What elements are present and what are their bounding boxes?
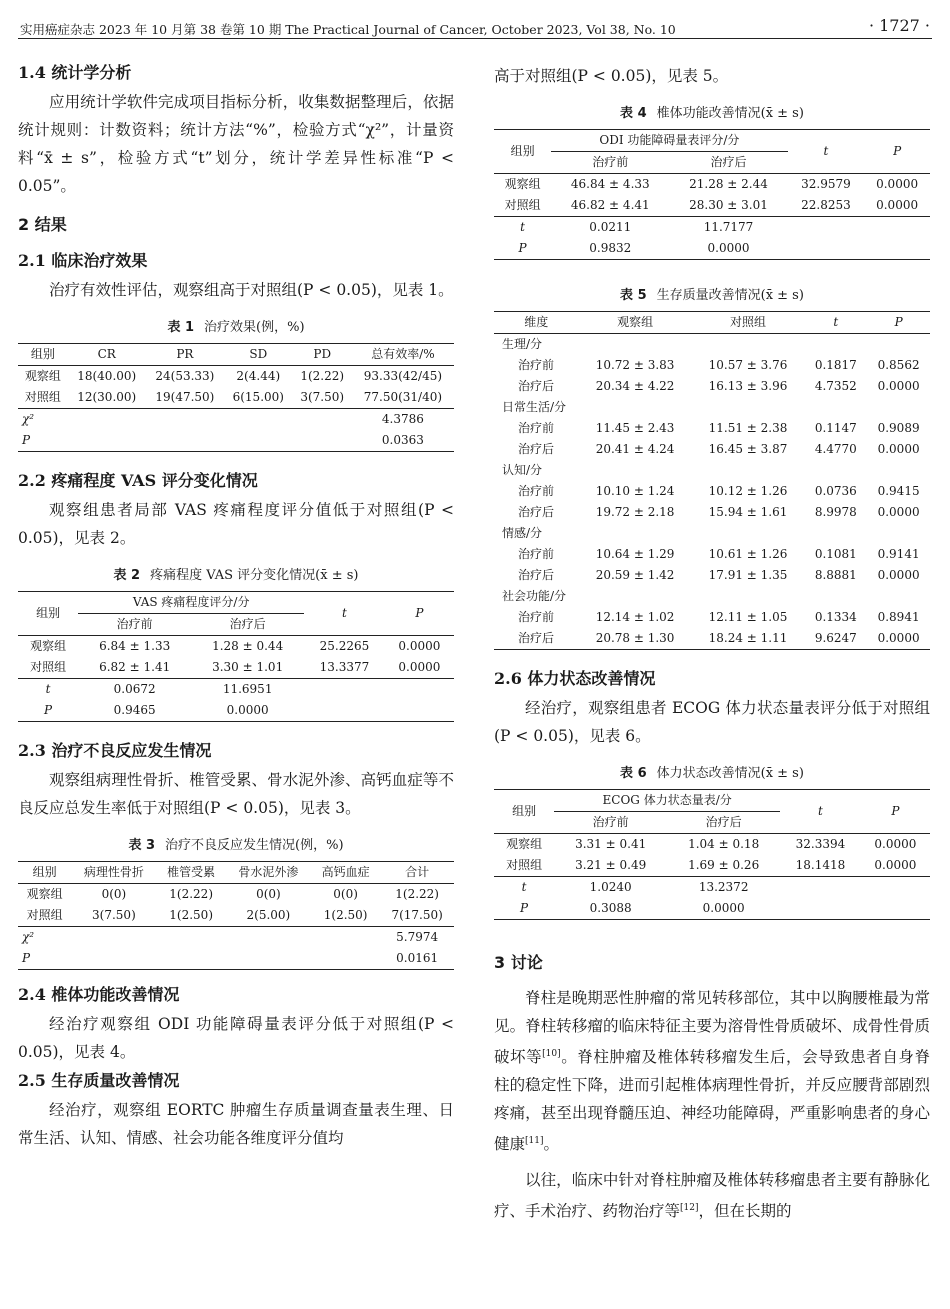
table-cell: 治疗后	[518, 568, 555, 582]
table-cell: 3(7.50)	[92, 908, 136, 922]
discussion-paragraph-2	[494, 1166, 930, 1225]
section-2-3-title: 2.3 治疗不良反应发生情况	[18, 741, 212, 760]
discussion-paragraph-1	[494, 984, 930, 1158]
table-cell: 0.0000	[874, 858, 917, 872]
table-cell: 20.59 ± 1.42	[595, 568, 675, 582]
table-cell: 12(30.00)	[77, 390, 137, 404]
table-cell: 对照组	[30, 660, 67, 674]
empty-cell	[293, 430, 352, 452]
table-3	[18, 861, 454, 970]
left-column	[18, 58, 454, 1152]
column-header: 高钙血症	[311, 862, 380, 884]
table-3-title: 治疗不良反应发生情况(例，%)	[165, 838, 344, 853]
table-cell: 观察组	[504, 177, 541, 191]
column-header-span: ECOG 体力状态量表/分	[554, 790, 780, 812]
empty-cell	[226, 948, 311, 970]
stat-value: 0.0161	[396, 951, 439, 965]
table-cell: 0.0000	[876, 198, 919, 212]
table-cell: 0.0211	[551, 217, 669, 239]
column-header-before: 治疗前	[554, 812, 667, 834]
table-cell: 32.3394	[795, 837, 846, 851]
section-2-1-text: 治疗有效性评估，观察组高于对照组(P < 0.05)，见表 1。	[49, 281, 454, 299]
table-row	[18, 905, 454, 927]
table-row	[494, 544, 930, 565]
empty-cell	[788, 217, 865, 239]
table-1	[18, 343, 454, 452]
column-header: CR	[68, 344, 146, 366]
column-header-after: 治疗后	[669, 152, 787, 174]
table-cell: 8.9978	[814, 505, 857, 519]
table-row	[494, 376, 930, 397]
table-6-caption	[494, 762, 930, 781]
dimension-label: 认知/分	[502, 463, 543, 477]
column-header-before: 治疗前	[78, 614, 191, 636]
table-cell: 0.0000	[876, 177, 919, 191]
table-4-title: 椎体功能改善情况(x̄ ± s)	[656, 106, 804, 121]
column-header: 总有效率/%	[352, 344, 454, 366]
table-cell: 0.0000	[398, 660, 441, 674]
column-header-p: P	[864, 130, 930, 174]
table-cell: 0.0000	[702, 901, 745, 915]
table-cell: 18.1418	[795, 858, 846, 872]
column-header-t: t	[788, 130, 865, 174]
table-cell: 治疗前	[518, 484, 555, 498]
stat-value: 0.0363	[381, 433, 424, 447]
table-cell: 11.45 ± 2.43	[595, 421, 675, 435]
table-cell: 2(4.44)	[236, 369, 281, 383]
table-3-caption	[18, 834, 454, 853]
empty-cell	[311, 927, 380, 949]
table-cell: 0.0672	[78, 679, 191, 701]
t-stat-row	[494, 217, 930, 239]
table-cell: 12.11 ± 1.05	[708, 610, 788, 624]
section-2-4-text: 经治疗观察组 ODI 功能障碍量表评分低于对照组(P < 0.05)，见表 4。	[18, 1015, 454, 1061]
column-header: PR	[146, 344, 224, 366]
discussion-text-1c: 。	[543, 1135, 560, 1154]
table-cell: 22.8253	[801, 198, 851, 212]
section-2-4-title: 2.4 椎体功能改善情况	[18, 985, 180, 1004]
discussion-text-1b: 。脊柱肿瘤及椎体转移瘤发生后，会导致患者自身脊柱的稳定性下降，进而引起椎体病理性骨折，并反应腰背部剧烈疼痛，甚至出现脊髓压迫、神经功能障碍，严重影响患者的身心健康	[494, 1048, 930, 1154]
table-cell: 0.9141	[877, 547, 920, 561]
table-row	[18, 884, 454, 906]
column-header-group: 组别	[18, 592, 78, 636]
table-cell: 11.51 ± 2.38	[708, 421, 788, 435]
table-cell: 6.84 ± 1.33	[99, 639, 171, 653]
table-3-label: 表 3	[128, 838, 156, 853]
dimension-row	[494, 586, 930, 607]
running-header	[18, 14, 932, 39]
table-cell: 13.2372	[667, 877, 780, 899]
right-column	[494, 62, 930, 1225]
table-cell: 0.9089	[877, 421, 920, 435]
table-5-label: 表 5	[620, 288, 647, 303]
citation-11: [11]	[525, 1136, 544, 1147]
empty-cell	[861, 877, 930, 899]
table-cell: 0(0)	[333, 887, 358, 901]
column-header: 骨水泥外渗	[226, 862, 311, 884]
table-cell: 0.8941	[877, 610, 920, 624]
table-cell: t	[18, 679, 78, 701]
table-row	[494, 834, 930, 856]
table-cell: 9.6247	[814, 631, 857, 645]
table-cell: 观察组	[26, 887, 63, 901]
section-2-2-text: 观察组患者局部 VAS 疼痛程度评分值低于对照组(P < 0.05)，见表 2。	[18, 501, 454, 547]
empty-cell	[788, 238, 865, 260]
column-header: 椎管受累	[157, 862, 226, 884]
column-header: 病理性骨折	[71, 862, 156, 884]
table-cell: 4.7352	[814, 379, 857, 393]
column-header-t: t	[780, 790, 861, 834]
table-cell: 1(2.50)	[169, 908, 213, 922]
table-cell: 观察组	[24, 369, 61, 383]
table-cell: P	[44, 703, 53, 717]
empty-cell	[304, 679, 385, 701]
column-header-span: ODI 功能障碍量表评分/分	[551, 130, 787, 152]
empty-cell	[146, 430, 224, 452]
section-2-3-text: 观察组病理性骨折、椎管受累、骨水泥外渗、高钙血症等不良反应总发生率低于对照组(P < 0.05)，见表 3。	[18, 771, 454, 817]
column-header: t	[804, 312, 867, 334]
table-cell: 0.0736	[814, 484, 857, 498]
empty-cell	[385, 679, 454, 701]
table-cell: 6.82 ± 1.41	[99, 660, 171, 674]
section-2-5-title: 2.5 生存质量改善情况	[18, 1071, 180, 1090]
table-cell: 0.1147	[814, 421, 857, 435]
column-header-group: 组别	[494, 130, 551, 174]
table-2	[18, 591, 454, 722]
table-cell: 15.94 ± 1.61	[708, 505, 788, 519]
table-row	[494, 502, 930, 523]
dimension-label: 日常生活/分	[502, 400, 567, 414]
column-header-after: 治疗后	[191, 614, 304, 636]
table-cell: 治疗后	[518, 442, 555, 456]
row-label: P	[22, 433, 31, 447]
stat-value: 5.7974	[380, 927, 454, 949]
table-cell: 1(2.22)	[395, 887, 439, 901]
table-cell: 0.0000	[707, 241, 750, 255]
empty-cell	[304, 700, 385, 722]
table-2-title: 疼痛程度 VAS 评分变化情况(x̄ ± s)	[150, 568, 359, 583]
section-2-5-continued: 高于对照组(P < 0.05)，见表 5。	[494, 67, 729, 85]
table-cell: 0.8562	[877, 358, 920, 372]
table-cell: 对照组	[26, 908, 63, 922]
table-cell: 观察组	[30, 639, 67, 653]
table-cell: 16.13 ± 3.96	[708, 379, 788, 393]
column-header-span: VAS 疼痛程度评分/分	[78, 592, 304, 614]
discussion-text-1a: 脊柱是晚期恶性肿瘤的常见转移部位，其中以胸腰椎最为常见。脊柱转移瘤的临床特征主要为溶骨性骨质破坏、成骨性骨质破坏等	[494, 989, 930, 1067]
table-row	[18, 366, 454, 388]
dimension-row	[494, 397, 930, 418]
table-row	[494, 195, 930, 217]
column-header-group: 组别	[494, 790, 554, 834]
table-cell: 18(40.00)	[77, 369, 137, 383]
table-cell: 0.9465	[113, 703, 156, 717]
table-cell: 13.3377	[319, 660, 370, 674]
table-cell: 2(5.00)	[246, 908, 291, 922]
table-cell: 0.9832	[589, 241, 632, 255]
table-cell: 3.21 ± 0.49	[575, 858, 647, 872]
table-cell: 1(2.22)	[300, 369, 345, 383]
table-4-caption	[494, 102, 930, 121]
table-1-title: 治疗效果(例，%)	[204, 320, 305, 335]
table-6-title: 体力状态改善情况(x̄ ± s)	[656, 766, 804, 781]
table-cell: 1.28 ± 0.44	[212, 639, 284, 653]
table-cell: 7(17.50)	[391, 908, 443, 922]
table-1-caption	[18, 316, 454, 335]
column-header: SD	[224, 344, 293, 366]
table-cell: 46.84 ± 4.33	[570, 177, 650, 191]
empty-cell	[861, 898, 930, 920]
section-1-4-title: 1.4 统计学分析	[18, 63, 132, 82]
column-header: 组别	[18, 344, 68, 366]
column-header-after: 治疗后	[667, 812, 780, 834]
table-cell: 19.72 ± 2.18	[595, 505, 675, 519]
table-cell: 对照组	[24, 390, 61, 404]
table-cell: 3.31 ± 0.41	[575, 837, 647, 851]
discussion-text-2a: 以往，临床中针对脊柱肿瘤及椎体转移瘤患者主要有静脉化疗、手术治疗、药物治疗等	[494, 1171, 930, 1221]
empty-cell	[71, 948, 156, 970]
table-cell: 46.82 ± 4.41	[570, 198, 650, 212]
column-header: PD	[293, 344, 352, 366]
table-cell: 0.1817	[814, 358, 857, 372]
p-value-row	[494, 898, 930, 920]
table-5-caption	[494, 284, 930, 303]
table-cell: 3(7.50)	[300, 390, 345, 404]
citation-12: [12]	[680, 1203, 699, 1214]
table-row	[18, 387, 454, 409]
table-cell: 17.91 ± 1.35	[708, 568, 788, 582]
table-cell: 93.33(42/45)	[363, 369, 443, 383]
table-4	[494, 129, 930, 260]
dimension-label: 生理/分	[502, 337, 543, 351]
table-row	[18, 636, 454, 658]
chi-square-row	[18, 409, 454, 431]
table-cell: 治疗前	[518, 610, 555, 624]
table-cell: 0(0)	[256, 887, 281, 901]
table-cell: P	[520, 901, 529, 915]
empty-cell	[68, 430, 146, 452]
section-3-title: 3 讨论	[494, 953, 543, 972]
section-2-2-title: 2.2 疼痛程度 VAS 评分变化情况	[18, 471, 258, 490]
empty-cell	[385, 700, 454, 722]
table-2-caption	[18, 564, 454, 583]
table-cell: 21.28 ± 2.44	[689, 177, 768, 191]
table-6-label: 表 6	[620, 766, 647, 781]
stat-value: 4.3786	[352, 409, 454, 431]
chi-square-row	[18, 927, 454, 949]
empty-cell	[224, 409, 293, 431]
table-cell: 1.04 ± 0.18	[688, 837, 760, 851]
table-cell: t	[494, 217, 551, 239]
column-header: 维度	[494, 312, 579, 334]
table-cell: 0.3088	[589, 901, 632, 915]
empty-cell	[157, 927, 226, 949]
journal-info: 实用癌症杂志 2023 年 10 月第 38 卷第 10 期 The Practical Journal of Cancer, October 2023, Vol 38, No. 10	[20, 22, 676, 37]
column-header: 合计	[380, 862, 454, 884]
empty-cell	[293, 409, 352, 431]
section-2-6-title: 2.6 体力状态改善情况	[494, 669, 656, 688]
column-header-p: P	[861, 790, 930, 834]
empty-cell	[780, 898, 861, 920]
empty-cell	[311, 948, 380, 970]
section-2-title: 2 结果	[18, 215, 67, 234]
empty-cell	[224, 430, 293, 452]
p-value-row	[18, 430, 454, 452]
table-row	[494, 174, 930, 196]
row-label: P	[22, 951, 31, 965]
table-cell: 77.50(31/40)	[363, 390, 443, 404]
p-value-row	[18, 700, 454, 722]
table-cell: 治疗前	[518, 547, 555, 561]
table-cell: 12.14 ± 1.02	[595, 610, 675, 624]
column-header-before: 治疗前	[551, 152, 669, 174]
empty-cell	[71, 927, 156, 949]
table-row	[494, 855, 930, 877]
table-cell: 0.0000	[877, 379, 920, 393]
table-cell: 1.69 ± 0.26	[688, 858, 760, 872]
table-cell: 1.0240	[554, 877, 667, 899]
table-5-title: 生存质量改善情况(x̄ ± s)	[656, 288, 804, 303]
table-cell: 10.72 ± 3.83	[595, 358, 675, 372]
section-2-5-text: 经治疗，观察组 EORTC 肿瘤生存质量调查量表生理、日常生活、认知、情感、社会功能各维度评分值均	[18, 1101, 454, 1147]
table-cell: 治疗后	[518, 505, 555, 519]
table-cell: 20.78 ± 1.30	[595, 631, 675, 645]
row-label: χ²	[18, 927, 71, 949]
table-cell: 0.0000	[877, 631, 920, 645]
table-6	[494, 789, 930, 920]
table-cell: 0.0000	[877, 505, 920, 519]
table-cell: 16.45 ± 3.87	[708, 442, 788, 456]
empty-cell	[157, 948, 226, 970]
table-cell: 1(2.22)	[169, 887, 213, 901]
t-stat-row	[18, 679, 454, 701]
dimension-label: 社会功能/分	[502, 589, 567, 603]
table-cell: 0.0000	[226, 703, 269, 717]
table-1-label: 表 1	[167, 320, 195, 335]
p-value-row	[18, 948, 454, 970]
table-cell: 8.8881	[814, 568, 857, 582]
empty-cell	[226, 927, 311, 949]
table-row	[494, 439, 930, 460]
table-cell: 10.10 ± 1.24	[595, 484, 675, 498]
table-cell: P	[518, 241, 527, 255]
table-cell: 治疗前	[518, 421, 555, 435]
table-cell: 0.0000	[874, 837, 917, 851]
table-cell: 10.64 ± 1.29	[595, 547, 675, 561]
empty-cell	[780, 877, 861, 899]
p-value-row	[494, 238, 930, 260]
table-cell: 11.7177	[669, 217, 787, 239]
table-cell: 10.57 ± 3.76	[708, 358, 788, 372]
table-row	[494, 565, 930, 586]
table-2-label: 表 2	[113, 568, 141, 583]
table-row	[494, 607, 930, 628]
table-cell: 0(0)	[101, 887, 127, 901]
table-cell: 11.6951	[191, 679, 304, 701]
section-1-4-text: 应用统计学软件完成项目指标分析，收集数据整理后，依据统计规则：计数资料；统计方法“%”，检验方式“χ²”，计量资料“x̄ ± s”，检验方式“t”划分，统计学差异性标准“P < 0.05”。	[18, 93, 454, 195]
table-cell: 治疗后	[518, 631, 555, 645]
dimension-row	[494, 460, 930, 481]
table-cell: 0.1334	[814, 610, 857, 624]
table-cell: 25.2265	[319, 639, 370, 653]
table-cell: 32.9579	[801, 177, 851, 191]
column-header: P	[867, 312, 930, 334]
table-row	[494, 418, 930, 439]
table-cell: 20.41 ± 4.24	[595, 442, 675, 456]
table-4-label: 表 4	[620, 106, 647, 121]
table-row	[494, 628, 930, 650]
table-cell: 1(2.50)	[323, 908, 368, 922]
t-stat-row	[494, 877, 930, 899]
table-cell: 18.24 ± 1.11	[708, 631, 788, 645]
section-2-6-text: 经治疗，观察组患者 ECOG 体力状态量表评分低于对照组(P < 0.05)，见表 6。	[494, 699, 930, 745]
table-row	[18, 657, 454, 679]
empty-cell	[864, 238, 930, 260]
column-header-p: P	[385, 592, 454, 636]
dimension-row	[494, 523, 930, 544]
table-cell: 治疗后	[518, 379, 555, 393]
table-cell: 0.1081	[814, 547, 857, 561]
section-2-1-title: 2.1 临床治疗效果	[18, 251, 148, 270]
column-header: 对照组	[692, 312, 805, 334]
table-cell: 对照组	[504, 198, 541, 212]
table-cell: 3.30 ± 1.01	[212, 660, 284, 674]
table-cell: t	[494, 877, 554, 899]
table-cell: 0.0000	[877, 442, 920, 456]
table-cell: 19(47.50)	[155, 390, 215, 404]
citation-10: [10]	[542, 1049, 561, 1059]
table-cell: 对照组	[506, 858, 543, 872]
table-cell: 10.61 ± 1.26	[708, 547, 788, 561]
table-row	[494, 355, 930, 376]
table-cell: 28.30 ± 3.01	[689, 198, 768, 212]
column-header: 观察组	[579, 312, 692, 334]
table-row	[494, 481, 930, 502]
page-number: · 1727 ·	[868, 16, 930, 35]
empty-cell	[864, 217, 930, 239]
table-cell: 0.9415	[877, 484, 920, 498]
table-cell: 6(15.00)	[232, 390, 284, 404]
table-cell: 0.0000	[398, 639, 441, 653]
column-header-t: t	[304, 592, 385, 636]
column-header: 组别	[18, 862, 71, 884]
table-5	[494, 311, 930, 650]
table-cell: 观察组	[506, 837, 543, 851]
discussion-text-2b: ，但在长期的	[698, 1202, 792, 1221]
empty-cell	[68, 409, 146, 431]
dimension-label: 情感/分	[502, 526, 543, 540]
table-cell: 24(53.33)	[155, 369, 215, 383]
dimension-row	[494, 334, 930, 356]
table-cell: 20.34 ± 4.22	[595, 379, 675, 393]
row-label: χ²	[18, 409, 68, 431]
table-cell: 0.0000	[877, 568, 920, 582]
table-cell: 治疗前	[518, 358, 555, 372]
empty-cell	[146, 409, 224, 431]
table-cell: 10.12 ± 1.26	[708, 484, 788, 498]
table-cell: 4.4770	[814, 442, 857, 456]
